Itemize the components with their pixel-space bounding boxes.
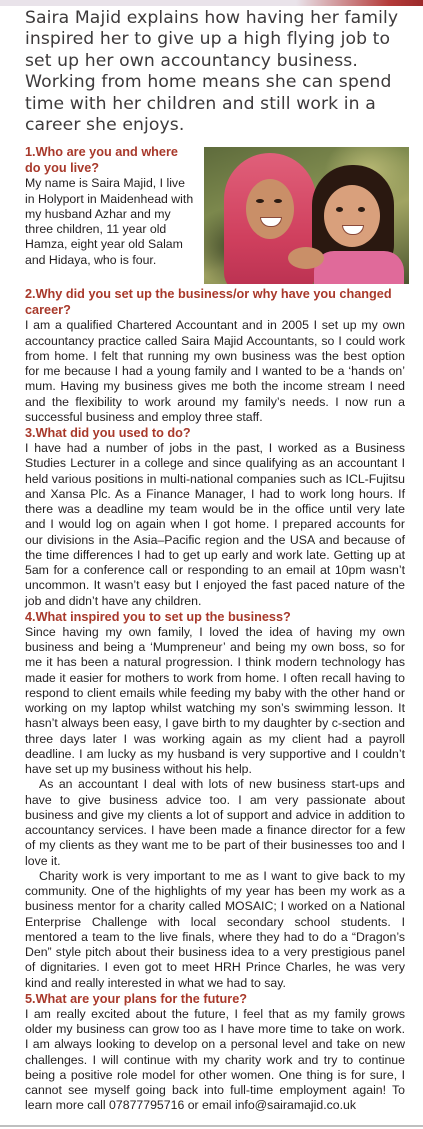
section-heading: 5.What are your plans for the future? [25, 991, 248, 1006]
article-content [25, 8, 405, 1114]
section-5 [25, 991, 405, 1114]
article-intro: Saira Majid explains how having her family inspired her to give up a high flying job to set up her own accountancy business. Working from home means she can spend time with her children and still work in a career she enjoys. [25, 8, 399, 136]
section-paragraph: My name is Saira Majid, I live in Holyport in Maidenhead with my husband Azhar and my three children, 11 year old Hamza, eight year old Salam and Hidaya, who is four. [25, 176, 194, 267]
girl-face [324, 185, 380, 247]
section-1 [25, 144, 405, 286]
section-3 [25, 425, 405, 609]
section-paragraph: I am a qualified Chartered Accountant and in 2005 I set up my own accountancy practice called Saira Majid Accountants, so I could work from home. I felt that running my own business was the best option for me because I had a young family and I wanted to be a ‘hands on’ mum. Having my business gives me both the income stream I need and the flexibility to work around my family’s needs. I now run a successful business and employ three staff. [25, 318, 405, 424]
section-paragraph: As an accountant I deal with lots of new business start-ups and have to give business advice too. I am very passionate about business and give my clients a lot of support and advice in addition to accountancy services. I have been made a finance director for a few of my clients as they want me to be part of their businesses too and I love it. [25, 777, 405, 868]
section-2 [25, 286, 405, 425]
girl-dress [314, 251, 404, 284]
top-decorative-bar [0, 0, 423, 6]
section-paragraph: I have had a number of jobs in the past, I worked as a Business Studies Lecturer in a college and since qualifying as an accountant I held various positions in multi-national companies such as ICL-Fujitsu and Xansa Plc. As a Finance Manager, I had to work long hours. If there was a deadline my team would be in the office until very late and I would log on again when I got home. I prepared accounts for our divisions in the Asia–Pacific region and the USA and because of the time differences I had to get up early and work late. Getting up at 5am for a conference call or responding to an email at 10pm wasn’t uncommon. It wasn’t easy but I enjoyed the fast paced nature of the job and didn’t have any children. [25, 441, 405, 608]
section-4 [25, 609, 405, 991]
family-photo [204, 147, 409, 284]
section-heading: 2.Why did you set up the business/or why have you changed career? [25, 287, 392, 318]
section-heading: 4.What inspired you to set up the business? [25, 609, 291, 624]
section-paragraph: Charity work is very important to me as I want to give back to my community. One of the highlights of my year has been my work as a business mentor for a charity called MOSAIC; I worked on a National Enterprise Challenge with local secondary school students. I mentored a team to the live finals, where they had to do a “Dragon’s Den” style pitch about their business idea to a very prestigious panel of dignitaries. I even got to meet HRH Prince Charles, he was very kind and really interested in what we had to say. [25, 868, 405, 990]
section-heading: 1.Who are you and where do you live? [25, 145, 178, 176]
section-paragraph: Since having my own family, I loved the idea of having my own business and being a ‘Mumpreneur’ and being my own boss, so for me it has been a natural progression. I think modern technology has made it easier for mothers to work from home. I often recall having to respond to client emails while feeding my baby with the other hand or working on my laptop whilst watching my son’s swimming lesson. It hasn’t always been easy, I gave birth to my daughter by c-section and three days later I was working again as my client had a payroll deadline. I am lucky as my husband is very supportive and I couldn’t have set up my business without his help. [25, 624, 405, 777]
bottom-rule [0, 1125, 423, 1127]
section-heading: 3.What did you used to do? [25, 426, 191, 441]
section-paragraph: I am really excited about the future, I feel that as my family grows older my business can grow too as I have more time to take on work. I am always looking to develop on a personal level and take on new challenges. I will continue with my charity work and try to continue being a positive role model for other women. One thing is for sure, I cannot see myself going back into full-time employment again! To learn more call 07877795716 or email info@sairamajid.co.uk [25, 1006, 405, 1113]
